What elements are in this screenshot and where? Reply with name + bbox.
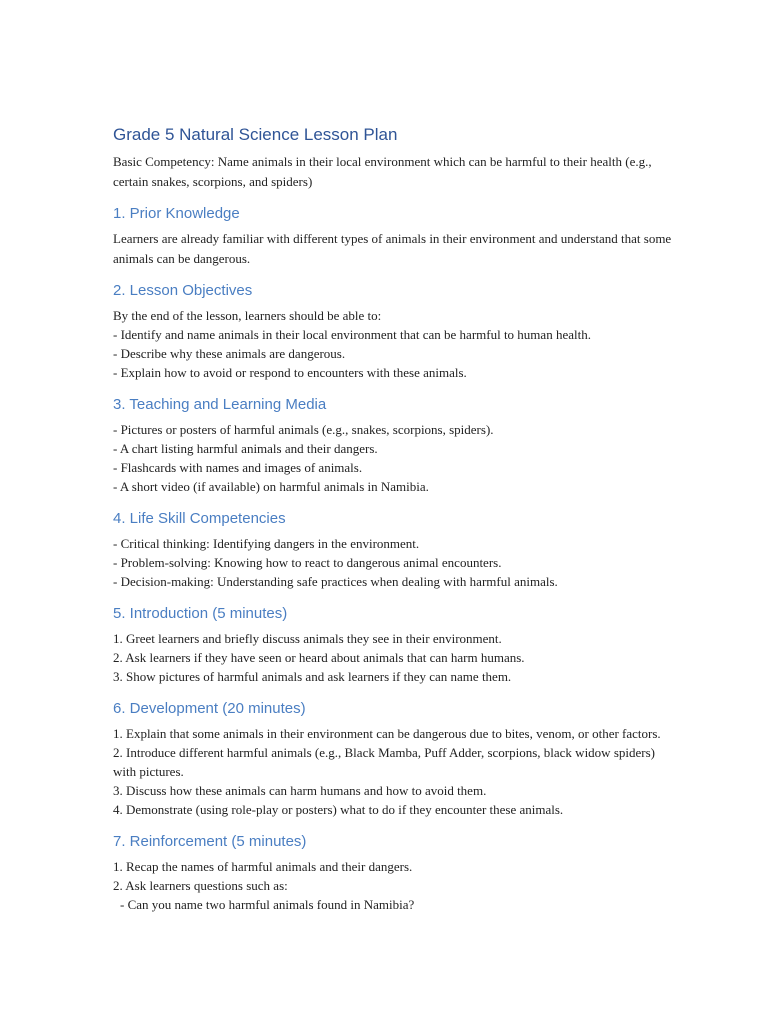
list-item: - A short video (if available) on harmful animals in Namibia. <box>113 479 429 494</box>
document-body <box>113 124 673 914</box>
list-item: 3. Show pictures of harmful animals and ask learners if they can name them. <box>113 669 512 684</box>
list-item: - Identify and name animals in their local environment that can be harmful to human health. <box>113 327 591 342</box>
section-development <box>113 699 673 819</box>
section-heading: 1. Prior Knowledge <box>113 205 240 222</box>
list-item: - Pictures or posters of harmful animals (e.g., snakes, scorpions, spiders). <box>113 422 494 437</box>
document-title: Grade 5 Natural Science Lesson Plan <box>113 125 398 144</box>
list-item: - Critical thinking: Identifying dangers in the environment. <box>113 536 420 551</box>
section-heading: 3. Teaching and Learning Media <box>113 396 327 413</box>
list-item: 2. Ask learners if they have seen or heard about animals that can harm humans. <box>113 650 525 665</box>
list-item: - Explain how to avoid or respond to encounters with these animals. <box>113 365 467 380</box>
list-item: - Can you name two harmful animals found in Namibia? <box>120 897 415 912</box>
section-heading: 5. Introduction (5 minutes) <box>113 605 288 622</box>
list-item: - A chart listing harmful animals and their dangers. <box>113 441 378 456</box>
list-item: 1. Greet learners and briefly discuss animals they see in their environment. <box>113 631 502 646</box>
section-heading: 4. Life Skill Competencies <box>113 510 286 527</box>
list-item: - Decision-making: Understanding safe practices when dealing with harmful animals. <box>113 574 558 589</box>
list-item: By the end of the lesson, learners should be able to: <box>113 308 382 323</box>
section-lesson-objectives <box>113 281 673 382</box>
list-item: 2. Ask learners questions such as: <box>113 878 288 893</box>
basic-competency: Basic Competency: Name animals in their local environment which can be harmful to their health (e.g., certain snakes, scorpions, and spiders) <box>113 154 652 189</box>
list-item: 2. Introduce different harmful animals (e.g., Black Mamba, Puff Adder, scorpions, black widow spiders) with pictures. <box>113 745 655 779</box>
section-heading: 6. Development (20 minutes) <box>113 700 306 717</box>
list-item: - Describe why these animals are dangerous. <box>113 346 346 361</box>
list-item: 3. Discuss how these animals can harm humans and how to avoid them. <box>113 783 487 798</box>
section-text: Learners are already familiar with different types of animals in their environment and understand that some animals can be dangerous. <box>113 231 672 266</box>
section-prior-knowledge <box>113 204 673 268</box>
list-item: - Problem-solving: Knowing how to react to dangerous animal encounters. <box>113 555 502 570</box>
section-heading: 7. Reinforcement (5 minutes) <box>113 833 307 850</box>
section-introduction <box>113 604 673 686</box>
section-reinforcement <box>113 832 673 914</box>
section-teaching-media <box>113 395 673 496</box>
list-item: - Flashcards with names and images of animals. <box>113 460 363 475</box>
section-life-skills <box>113 509 673 591</box>
list-item: 1. Recap the names of harmful animals and their dangers. <box>113 859 413 874</box>
section-heading: 2. Lesson Objectives <box>113 282 253 299</box>
list-item: 4. Demonstrate (using role-play or posters) what to do if they encounter these animals. <box>113 802 564 817</box>
list-item: 1. Explain that some animals in their environment can be dangerous due to bites, venom, or other factors. <box>113 726 661 741</box>
